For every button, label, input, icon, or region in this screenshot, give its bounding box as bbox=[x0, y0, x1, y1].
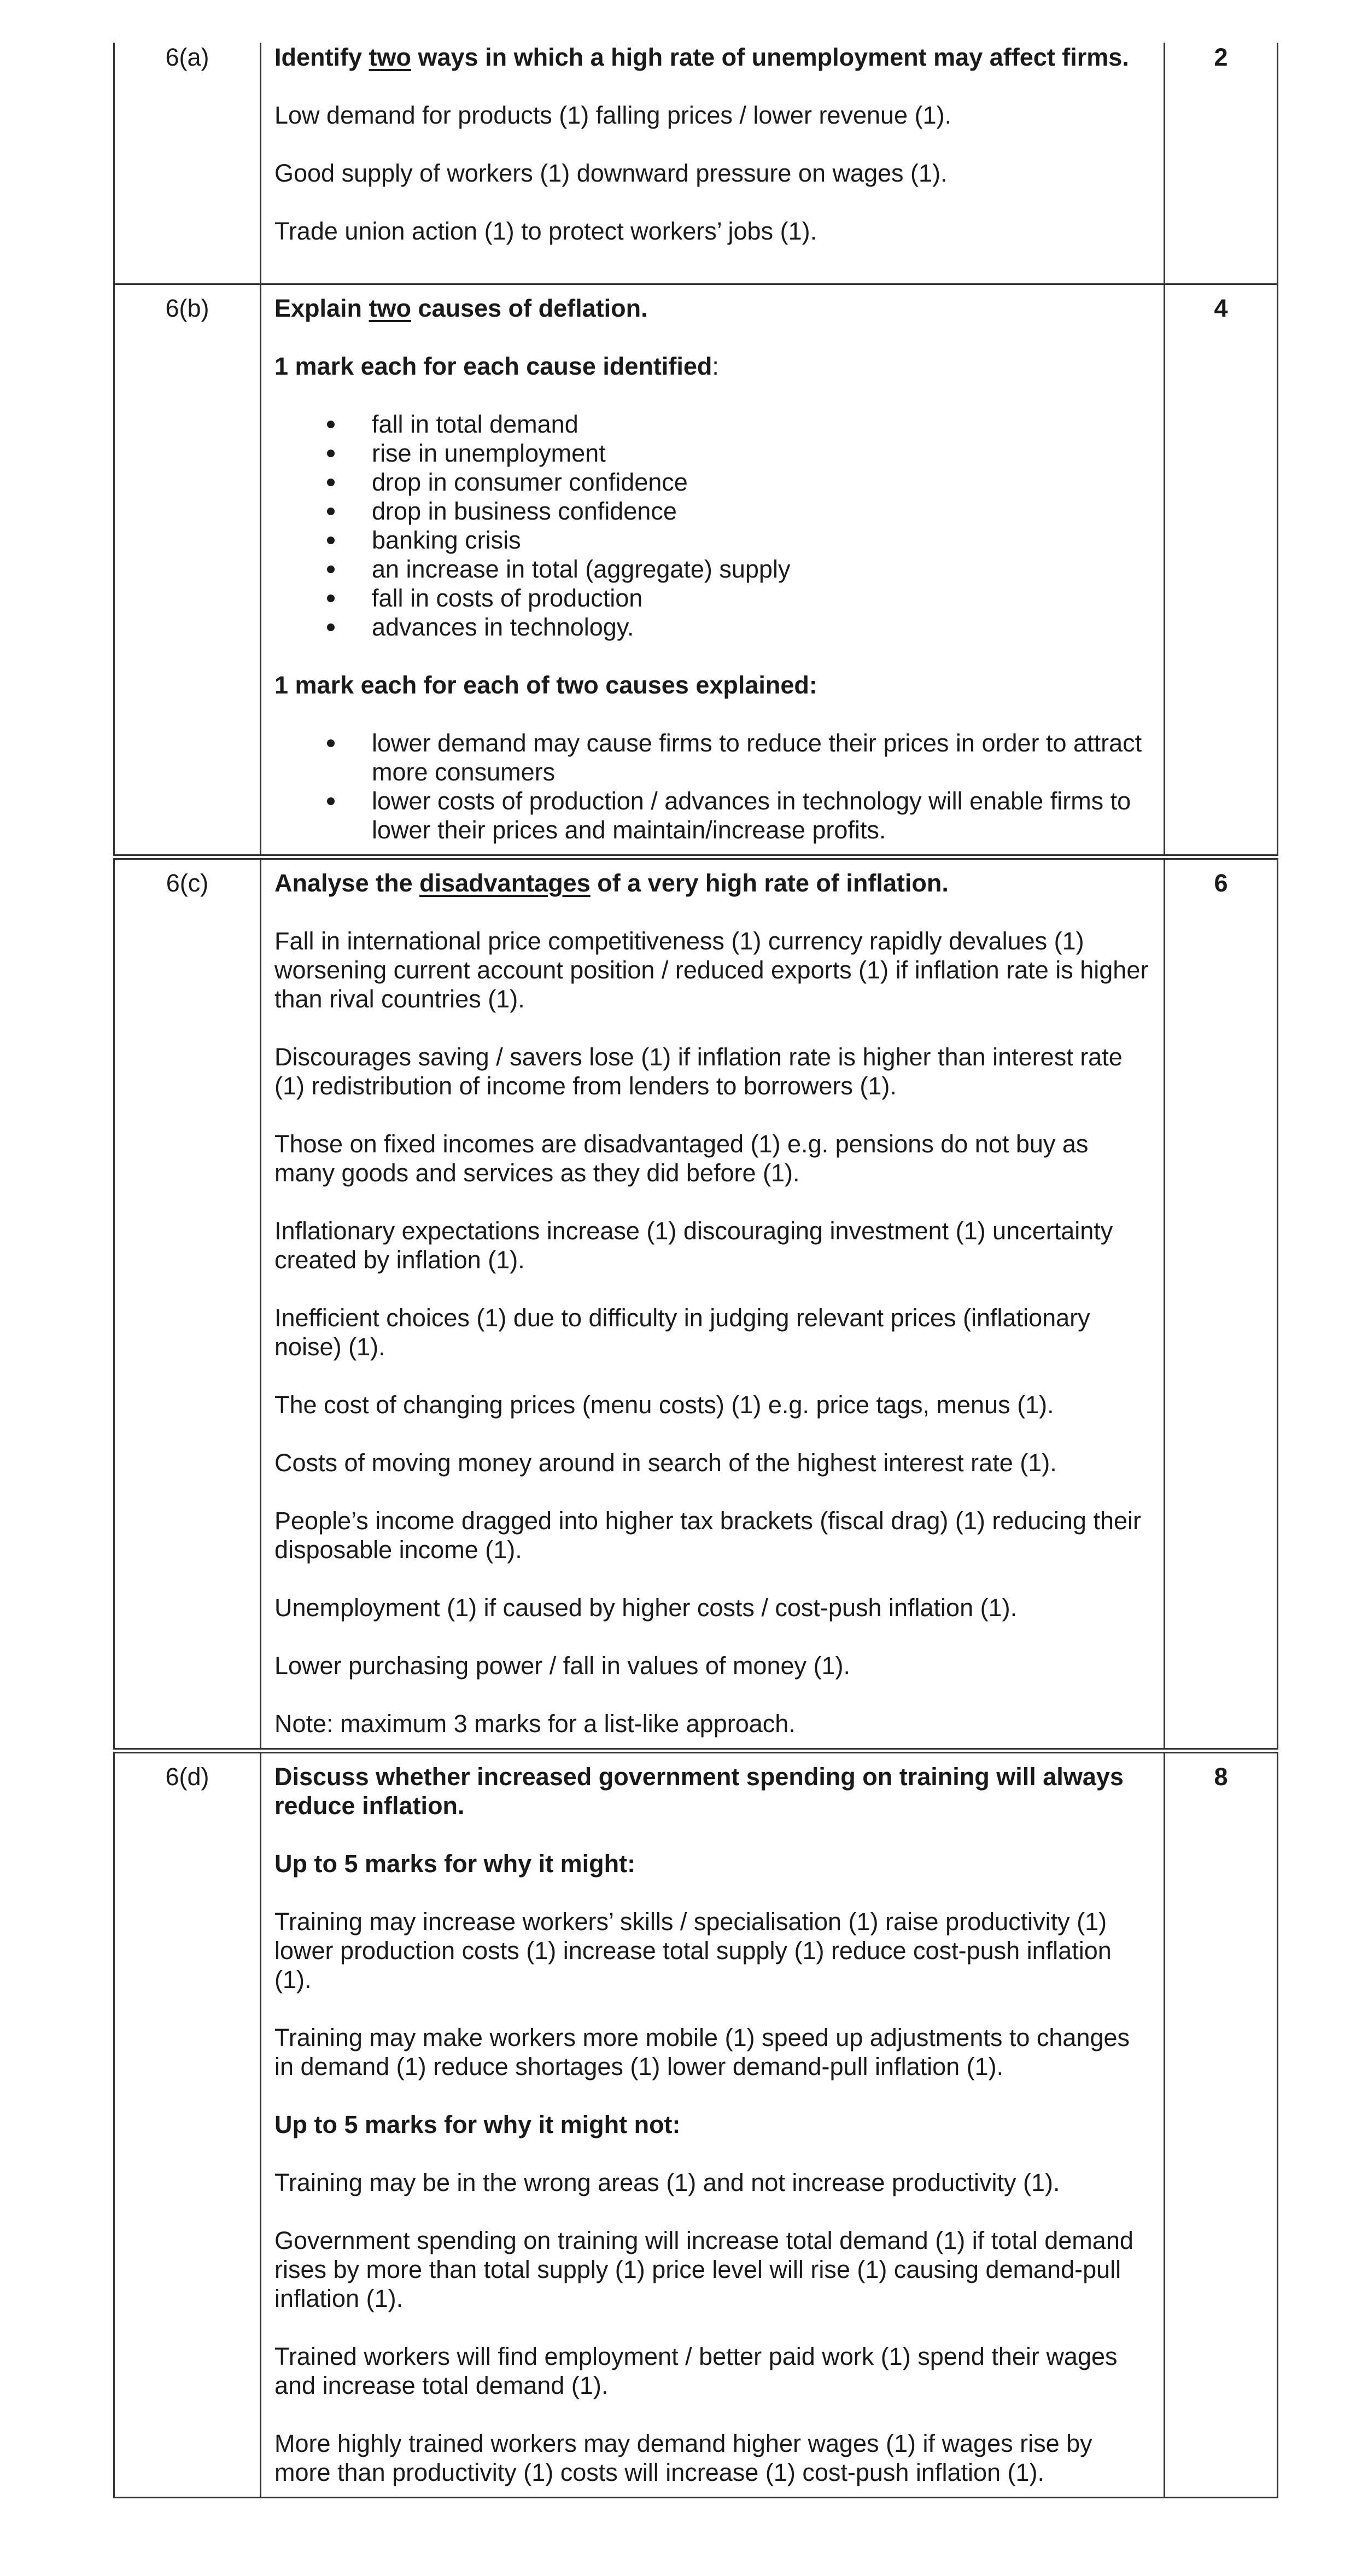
question-heading: Explain two causes of deflation. bbox=[274, 294, 648, 322]
answer-cell bbox=[261, 857, 1165, 1751]
list-item: banking crisis bbox=[274, 526, 1152, 555]
list-item: lower costs of production / advances in technology will enable firms to lower their prices and maintain/increase profits. bbox=[274, 786, 1152, 844]
question-number: 6(a) bbox=[114, 43, 261, 284]
marks-value: 8 bbox=[1165, 1751, 1278, 2498]
answer-point: Government spending on training will increase total demand (1) if total demand rises by more than total supply (1) price level will rise (1) causing demand-pull inflation (1). bbox=[274, 2227, 1133, 2312]
answer-point: People’s income dragged into higher tax brackets (fiscal drag) (1) reducing their disposable income (1). bbox=[274, 1507, 1141, 1564]
question-row-6b bbox=[114, 284, 1278, 858]
answer-point: Costs of moving money around in search of the highest interest rate (1). bbox=[274, 1449, 1057, 1477]
answer-point: The cost of changing prices (menu costs) (1) e.g. price tags, menus (1). bbox=[274, 1391, 1054, 1419]
list-item: drop in consumer confidence bbox=[274, 468, 1152, 497]
answer-point: Training may be in the wrong areas (1) and not increase productivity (1). bbox=[274, 2169, 1060, 2196]
question-number: 6(d) bbox=[114, 1751, 261, 2498]
answer-point: Trade union action (1) to protect workers’ jobs (1). bbox=[274, 217, 817, 245]
answer-point: Discourages saving / savers lose (1) if inflation rate is higher than interest rate (1) redistribution of income from lenders to borrowers (1). bbox=[274, 1043, 1123, 1100]
marks-value: 6 bbox=[1165, 857, 1278, 1751]
answer-point: Fall in international price competitiveness (1) currency rapidly devalues (1) worsening current account position / reduced exports (1) if inflation rate is higher than rival countries (1). bbox=[274, 927, 1149, 1013]
question-row-6c bbox=[114, 857, 1278, 1751]
marking-guidance: 1 mark each for each of two causes explained: bbox=[274, 671, 817, 699]
section-heading-might: Up to 5 marks for why it might: bbox=[274, 1850, 636, 1878]
causes-list bbox=[274, 410, 1152, 642]
answer-point: Good supply of workers (1) downward pressure on wages (1). bbox=[274, 159, 948, 187]
explained-list bbox=[274, 728, 1152, 844]
answer-cell bbox=[261, 284, 1165, 858]
answer-point: Unemployment (1) if caused by higher costs / cost-push inflation (1). bbox=[274, 1594, 1018, 1622]
list-item: lower demand may cause firms to reduce their prices in order to attract more consumers bbox=[274, 728, 1152, 786]
list-item: advances in technology. bbox=[274, 613, 1152, 642]
answer-point: Inflationary expectations increase (1) discouraging investment (1) uncertainty created by inflation (1). bbox=[274, 1217, 1113, 1274]
answer-cell bbox=[261, 1751, 1165, 2498]
list-item: an increase in total (aggregate) supply bbox=[274, 555, 1152, 584]
marking-note: Note: maximum 3 marks for a list-like approach. bbox=[274, 1710, 796, 1738]
section-heading-might-not: Up to 5 marks for why it might not: bbox=[274, 2111, 681, 2138]
answer-point: Training may make workers more mobile (1) speed up adjustments to changes in demand (1) reduce shortages (1) lower demand-pull inflation (1). bbox=[274, 2024, 1130, 2080]
marks-value: 2 bbox=[1165, 43, 1278, 284]
answer-point: More highly trained workers may demand higher wages (1) if wages rise by more than productivity (1) costs will increase (1) cost-push inflation (1). bbox=[274, 2429, 1092, 2486]
answer-point: Lower purchasing power / fall in values of money (1). bbox=[274, 1652, 851, 1680]
question-row-6a bbox=[114, 43, 1278, 284]
question-row-6d bbox=[114, 1751, 1278, 2498]
answer-cell bbox=[261, 43, 1165, 284]
question-heading: Identify two ways in which a high rate of unemployment may affect firms. bbox=[274, 43, 1129, 71]
marking-guidance: 1 mark each for each cause identified: bbox=[274, 352, 719, 380]
list-item: fall in costs of production bbox=[274, 584, 1152, 613]
question-heading: Analyse the disadvantages of a very high rate of inflation. bbox=[274, 869, 949, 897]
list-item: fall in total demand bbox=[274, 410, 1152, 439]
answer-point: Trained workers will find employment / better paid work (1) spend their wages and increase total demand (1). bbox=[274, 2342, 1118, 2399]
question-heading: Discuss whether increased government spending on training will always reduce inflation. bbox=[274, 1763, 1124, 1820]
answer-point: Those on fixed incomes are disadvantaged (1) e.g. pensions do not buy as many goods and services as they did before (1). bbox=[274, 1130, 1089, 1187]
marks-value: 4 bbox=[1165, 284, 1278, 858]
answer-point: Training may increase workers’ skills / specialisation (1) raise productivity (1) lower production costs (1) increase total supply (1) reduce cost-push inflation (1). bbox=[274, 1908, 1112, 1994]
answer-point: Inefficient choices (1) due to difficulty in judging relevant prices (inflationary noise) (1). bbox=[274, 1304, 1090, 1361]
mark-scheme-table bbox=[113, 43, 1278, 2498]
question-number: 6(c) bbox=[114, 857, 261, 1751]
list-item: rise in unemployment bbox=[274, 439, 1152, 468]
answer-point: Low demand for products (1) falling prices / lower revenue (1). bbox=[274, 101, 952, 129]
question-number: 6(b) bbox=[114, 284, 261, 858]
list-item: drop in business confidence bbox=[274, 497, 1152, 526]
